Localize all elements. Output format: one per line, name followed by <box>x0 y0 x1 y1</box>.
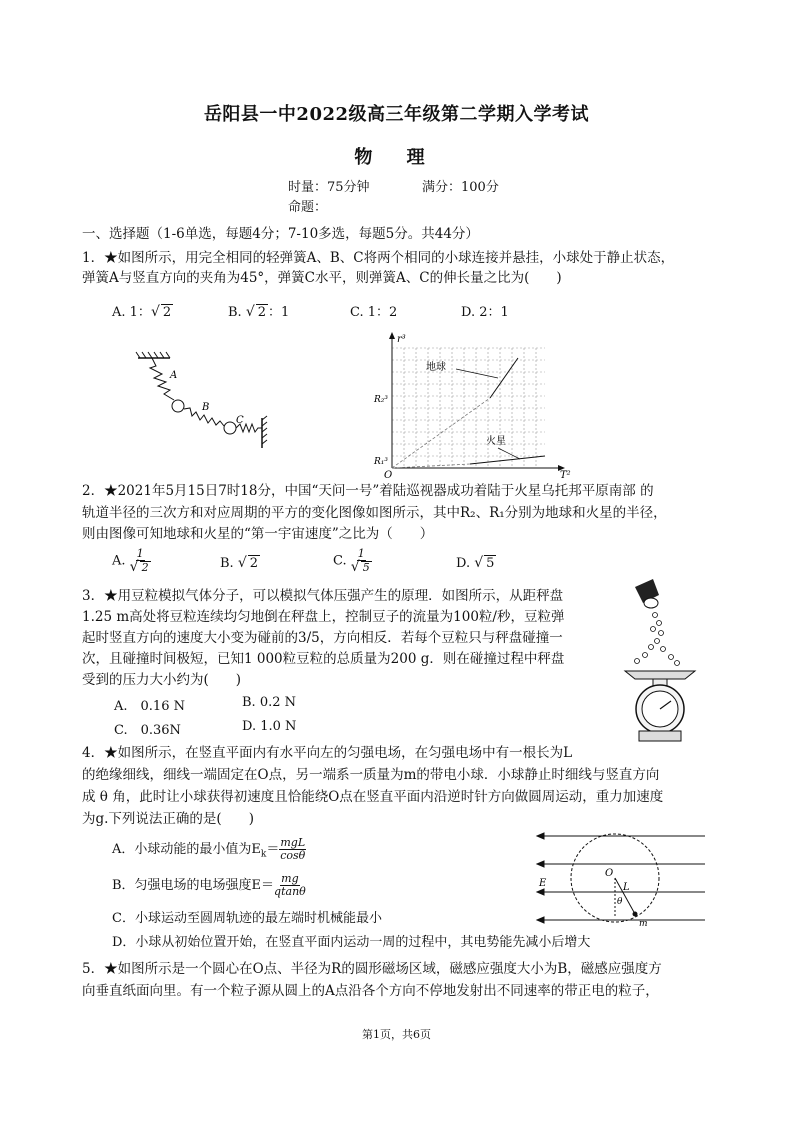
q2-option-d: D. √ 5 <box>456 555 495 571</box>
q3-stem-line1: 3．★用豆粒模拟气体分子，可以模拟气体压强产生的原理．如图所示，从距秤盘 <box>82 588 564 604</box>
q1-option-a: A. 1：√ 2 <box>112 304 172 320</box>
kepler-graph <box>370 328 580 481</box>
graph-origin: O <box>384 470 393 481</box>
graph-y-label: r³ <box>397 334 406 345</box>
q3-stem-line4: 次，且碰撞时间极短，已知1 000粒豆粒的总质量为200 g．则在碰撞过程中秤盘 <box>82 651 565 667</box>
q3-stem-line3: 起时竖直方向的速度大小变为碰前的3/5，方向相反．若每个豆粒只与秤盘碰撞一 <box>82 630 563 646</box>
subject-title: 物 理 <box>354 147 439 168</box>
field-e-label: E <box>539 878 547 889</box>
q3-stem-line2: 1.25 m高处将豆粒连续均匀地倒在秤盘上，控制豆子的流量为100粒/秒，豆粒弹 <box>82 609 565 625</box>
q4-option-d: D．小球从初始位置开始，在竖直平面内运动一周的过程中，其电势能先减小后增大 <box>112 935 591 950</box>
full-score: 满分：100分 <box>422 180 499 195</box>
graph-earth-label: 地球 <box>426 362 446 373</box>
q3-option-d: D. 1.0 N <box>242 719 297 734</box>
q5-stem-line1: 5．★如图所示是一个圆心在O点、半径为R的圆形磁场区域，磁感应强度大小为B，磁感应强度方 <box>82 961 662 977</box>
q2-option-a: A. $\frac{1}{√ 2}$ <box>112 547 149 575</box>
q2-stem-line3: 则由图像可知地球和火星的“第一宇宙速度”之比为（ ） <box>82 526 434 542</box>
q4-option-c: C．小球运动至圆周轨迹的最左端时机械能最小 <box>112 911 382 926</box>
scale-figure <box>615 575 705 745</box>
field-l-label: L <box>623 882 630 893</box>
field-o-label: O <box>605 868 614 879</box>
q4-stem-line1: 4．★如图所示，在竖直平面内有水平向左的匀强电场，在匀强电场中有一根长为L <box>82 745 573 761</box>
q3-option-a: A. 0.16 N <box>114 699 185 714</box>
q1-stem-line1: 1．★如图所示，用完全相同的轻弹簧A、B、C将两个相同的小球连接并悬挂，小球处于静止状态， <box>82 250 675 266</box>
graph-r2-label: R₂³ <box>374 395 388 405</box>
graph-r1-label: R₁³ <box>374 457 388 467</box>
author-line: 命题： <box>288 200 328 215</box>
q2-stem-line1: 2．★2021年5月15日7时18分，中国“天问一号”着陆巡视器成功着陆于火星乌托邦平原南部 的 <box>82 483 654 499</box>
field-figure <box>535 828 710 928</box>
q4-stem-line3: 成 θ 角，此时让小球获得初速度且恰能绕O点在竖直平面内沿逆时针方向做圆周运动，重力加速度 <box>82 789 664 805</box>
q5-stem-line2: 向垂直纸面向里。有一个粒子源从圆上的A点沿各个方向不停地发射出不同速率的带正电的粒子， <box>82 983 659 999</box>
q3-stem-line5: 受到的压力大小约为( ) <box>82 672 242 688</box>
q1-option-c: C. 1：2 <box>350 305 398 320</box>
q3-option-b: B. 0.2 N <box>242 695 296 710</box>
spring-figure <box>130 352 270 452</box>
graph-x-label: T² <box>560 470 571 481</box>
q3-option-c: C. 0.36N <box>114 723 181 738</box>
q4-stem-line2: 的绝缘细线，细线一端固定在O点，另一端系一质量为m的带电小球．小球静止时细线与竖直方向 <box>82 767 660 783</box>
section-heading: 一、选择题（1-6单选，每题4分；7-10多选，每题5分。共44分） <box>82 226 479 242</box>
spring-b-label: B <box>202 402 210 413</box>
field-m-label: m <box>639 919 648 929</box>
q4-stem-line4: 为g.下列说法正确的是( ) <box>82 811 254 827</box>
page-footer: 第1页，共6页 <box>362 1028 431 1041</box>
spring-c-label: C <box>236 415 244 426</box>
q1-stem-line2: 弹簧A与竖直方向的夹角为45°，弹簧C水平，则弹簧A、C的伸长量之比为( ) <box>82 270 562 286</box>
time-limit: 时量：75分钟 <box>288 180 370 195</box>
field-theta-label: θ <box>617 897 623 907</box>
q4-option-a: A．小球动能的最小值为$E_k=$ $\frac{\text{mgL}}{\cos\theta}$ <box>112 836 306 862</box>
graph-mars-label: 火星 <box>486 436 506 447</box>
q1-option-d: D. 2：1 <box>461 305 509 320</box>
spring-a-label: A <box>170 370 178 381</box>
q2-option-c: C. $\frac{1}{√ 5}$ <box>333 547 370 575</box>
q1-option-b: B. √ 2 ：1 <box>228 304 290 320</box>
q2-stem-line2: 轨道半径的三次方和对应周期的平方的变化图像如图所示，其中R₂、R₁分别为地球和火星的半径， <box>82 505 667 521</box>
exam-title: 岳阳县一中2022级高三年级第二学期入学考试 <box>203 104 590 125</box>
q2-option-b: B. √ 2 <box>220 555 259 571</box>
q4-option-b: B．匀强电场的电场强度E＝ $\frac{mg}{qtan\theta}$ <box>112 872 306 898</box>
